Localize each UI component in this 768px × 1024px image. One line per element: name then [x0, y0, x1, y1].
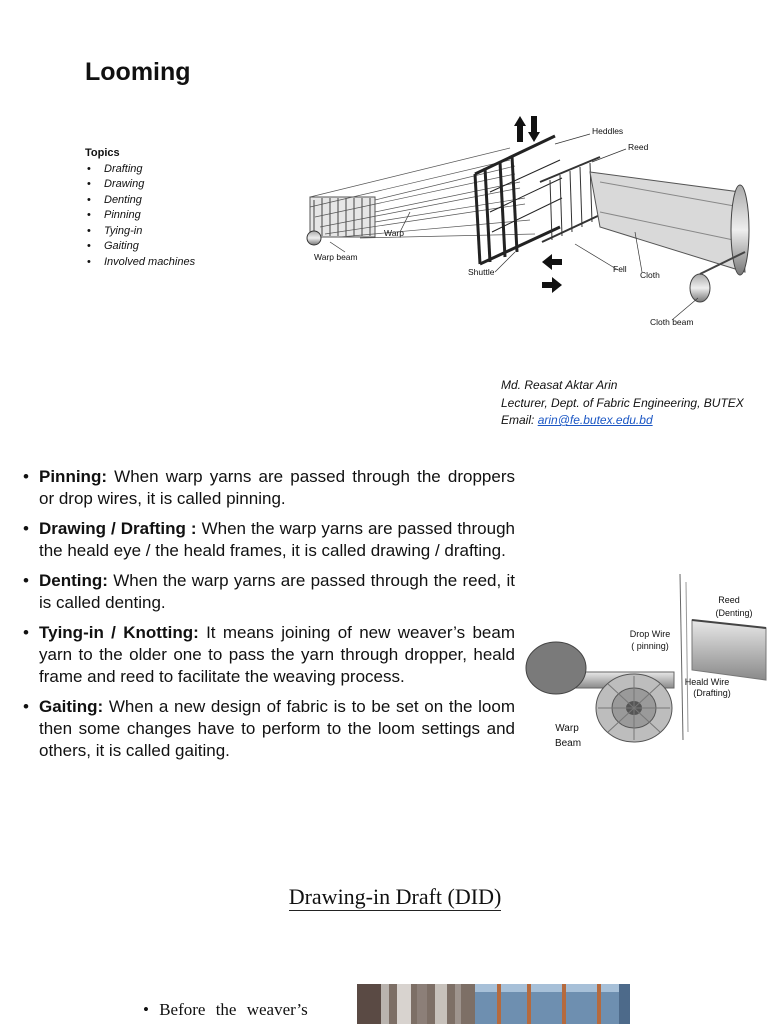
- label-denting: (Denting): [715, 608, 753, 618]
- did-title-text: Drawing-in Draft (DID): [288, 884, 502, 909]
- did-bullet: • Before the weaver’s: [143, 1000, 308, 1019]
- definition-item: [22, 466, 515, 510]
- label-drafting: (Drafting): [693, 688, 731, 698]
- definition-term: Denting:: [39, 571, 108, 590]
- loom-photo: [357, 984, 630, 1024]
- email-label: Email:: [501, 413, 538, 427]
- label-reed: Reed: [628, 142, 649, 152]
- topic-item: • Pinning: [85, 208, 195, 224]
- definition-term: Gaiting:: [39, 697, 104, 716]
- author-position: Lecturer, Dept. of Fabric Engineering, BUTEX: [501, 395, 744, 410]
- label-beam: Beam: [554, 738, 582, 749]
- topic-item: • Involved machines: [85, 255, 195, 271]
- email-link[interactable]: arin@fe.butex.edu.bd: [537, 413, 653, 427]
- drop-wire: [680, 574, 688, 740]
- author-name: Md. Reasat Aktar Arin: [501, 378, 618, 392]
- definition-text: When the warp yarns are passed through the reed, it is called denting.: [39, 571, 515, 612]
- did-title: [0, 884, 768, 910]
- definition-item: [22, 570, 515, 614]
- definition-text: When the warp yarns are passed through the heald eye / the heald frames, it is called drawing / drafting.: [39, 519, 515, 560]
- reed-frame: [692, 620, 766, 680]
- label-warp: Warp: [384, 228, 404, 238]
- label-cloth-beam: Cloth beam: [650, 317, 694, 327]
- label-fell: Fell: [613, 264, 627, 274]
- definition-term: Drawing / Drafting :: [39, 519, 197, 538]
- topic-item: • Drawing: [85, 177, 195, 193]
- label-reed: Reed: [718, 595, 740, 605]
- warp-beam: [526, 642, 674, 742]
- topic-item: • Gaiting: [85, 239, 195, 255]
- label-shuttle: Shuttle: [468, 267, 495, 277]
- label-heald-wire: Heald Wire: [684, 677, 730, 687]
- definitions-list: [22, 466, 515, 770]
- cloth: [590, 172, 749, 302]
- author-email-line: [501, 412, 744, 430]
- label-warp: Warp: [555, 723, 579, 734]
- label-drop-wire: Drop Wire: [629, 629, 671, 639]
- label-pinning: ( pinning): [631, 641, 669, 651]
- page-title: Looming: [85, 58, 191, 86]
- definition-item: [22, 696, 515, 762]
- definition-term: Pinning:: [39, 467, 107, 486]
- definition-term: Tying-in / Knotting:: [39, 623, 199, 642]
- topic-item: • Drafting: [85, 162, 195, 178]
- definition-item: [22, 622, 515, 688]
- warp-beam-diagram: [516, 572, 768, 752]
- loom-diagram: [300, 112, 755, 334]
- label-warp-beam: Warp beam: [314, 252, 358, 262]
- topics-heading: Topics: [85, 147, 120, 159]
- heddles: [475, 136, 562, 264]
- label-heddles: Heddles: [592, 126, 624, 136]
- definition-text: It means joining of new weaver’s beam yarn to the older one to pass the yarn through dropper, heald frame and reed to facilitate the weaving process.: [39, 623, 515, 686]
- topic-item: • Denting: [85, 193, 195, 209]
- label-cloth: Cloth: [640, 270, 660, 280]
- definition-item: [22, 518, 515, 562]
- author-info: [501, 377, 744, 430]
- definition-text: When a new design of fabric is to be set on the loom then some changes have to perform to the loom settings and others, it is called gaiting.: [39, 697, 515, 760]
- topic-item: • Tying-in: [85, 224, 195, 240]
- topics-list: [85, 146, 195, 270]
- reed: [540, 157, 602, 242]
- definition-text: When warp yarns are passed through the droppers or drop wires, it is called pinning.: [39, 467, 515, 508]
